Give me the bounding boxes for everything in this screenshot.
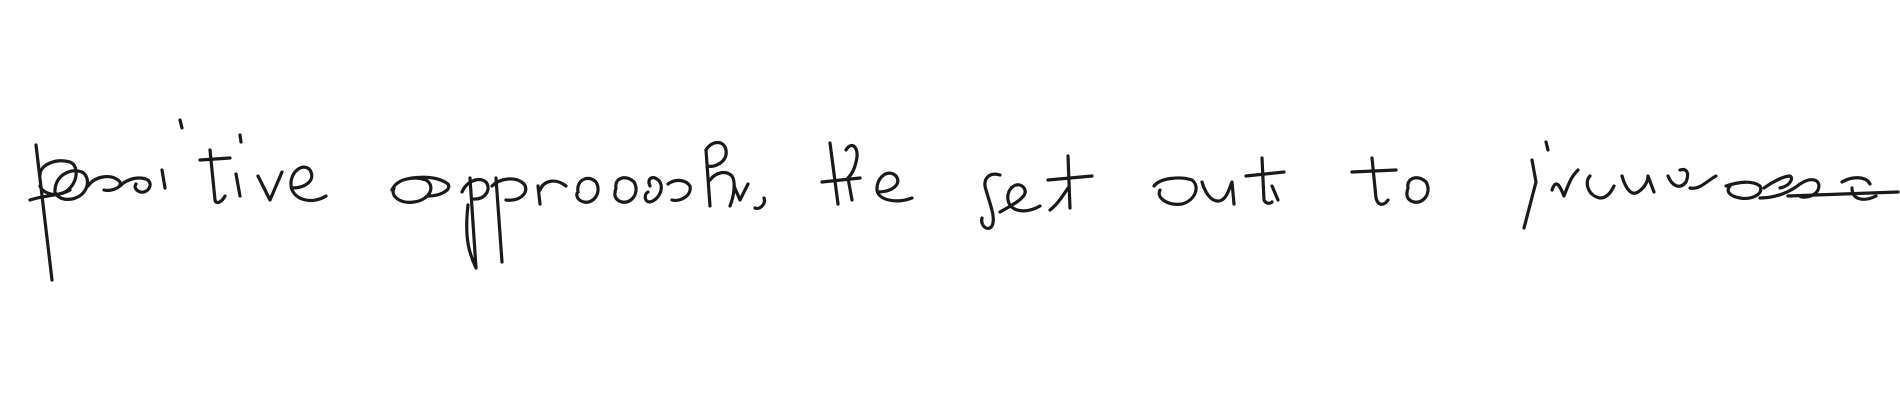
ink-stroke (1726, 182, 1761, 198)
ink-stroke (1272, 186, 1278, 200)
ink-stroke (258, 172, 282, 200)
ink-stroke (1246, 172, 1284, 176)
ink-stroke (1407, 178, 1428, 202)
ink-stroke (1764, 176, 1792, 188)
ink-stroke (846, 146, 857, 200)
ink-stroke (710, 173, 734, 206)
ink-stroke (1668, 170, 1688, 187)
ink-stroke (1000, 185, 1040, 212)
ink-stroke (706, 143, 726, 167)
handwritten-word-positive (30, 120, 326, 280)
ink-stroke (291, 167, 326, 200)
ink-stroke (180, 120, 182, 128)
handwritten-word-out (1154, 158, 1284, 204)
ink-stroke (467, 178, 476, 268)
ink-stroke (162, 170, 165, 188)
ink-stroke (877, 173, 912, 201)
ink-stroke (1050, 188, 1068, 210)
ink-stroke (1068, 156, 1070, 208)
ink-stroke (240, 135, 241, 142)
ink-stroke (1690, 176, 1716, 188)
ink-stroke (236, 174, 240, 196)
ink-stroke (1552, 170, 1578, 196)
ink-stroke (668, 180, 690, 200)
ink-stroke (1154, 178, 1196, 204)
ink-stroke (706, 150, 710, 206)
ink-stroke (615, 178, 636, 202)
ink-stroke (1788, 192, 1898, 196)
ink-stroke (392, 178, 431, 202)
handwritten-word-approach (392, 143, 764, 269)
ink-stroke (540, 181, 566, 190)
ink-stroke (1524, 160, 1536, 228)
ink-stroke (577, 178, 598, 202)
ink-stroke (1352, 170, 1396, 172)
ink-stroke (88, 177, 120, 191)
ink-stroke (462, 180, 488, 199)
handwritten-word-increase (1524, 142, 1898, 228)
ink-stroke (645, 178, 661, 202)
ink-stroke (822, 178, 860, 182)
ink-stroke (830, 143, 838, 204)
ink-stroke (200, 158, 230, 160)
ink-stroke (982, 174, 1000, 228)
ink-stroke (1048, 176, 1092, 180)
ink-stroke (1372, 158, 1388, 204)
ink-stroke (496, 178, 502, 262)
ink-stroke (755, 198, 764, 208)
handwritten-word-to (1352, 158, 1428, 204)
ink-stroke (1262, 158, 1272, 203)
ink-stroke (1622, 176, 1654, 193)
ink-stroke (734, 184, 748, 200)
ink-stroke (1587, 176, 1614, 198)
ink-stroke (1842, 178, 1870, 184)
handwritten-word-he (822, 143, 912, 204)
ink-stroke (1202, 182, 1234, 204)
handwritten-word-set (982, 156, 1092, 228)
ink-stroke (1546, 142, 1548, 150)
ink-stroke (120, 178, 150, 192)
